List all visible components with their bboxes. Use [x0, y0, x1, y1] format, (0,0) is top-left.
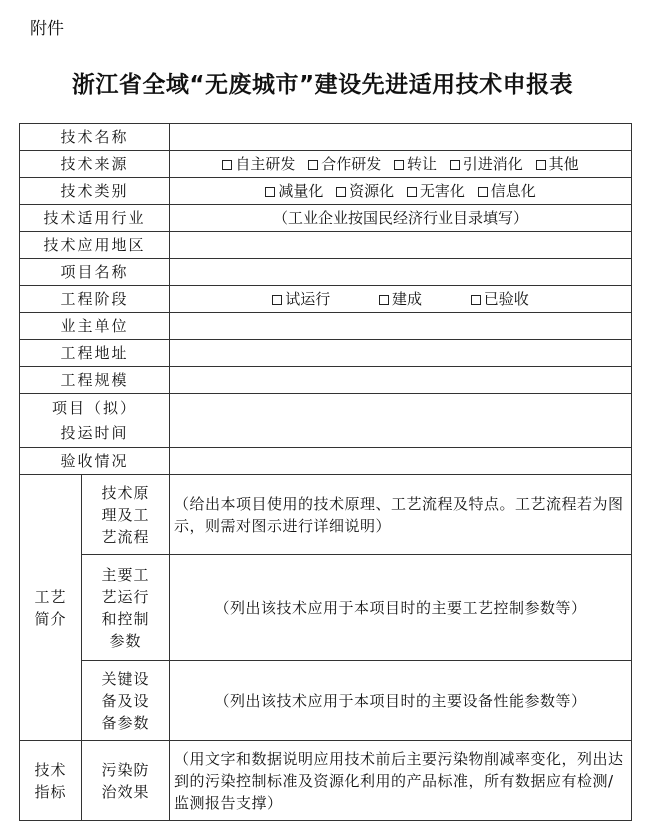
industry-note: （工业企业按国民经济行业目录填写） [273, 209, 529, 227]
checkbox-icon[interactable] [471, 295, 481, 305]
stage-options [170, 286, 632, 313]
option-self-developed[interactable]: 自主研发 [222, 155, 295, 173]
checkbox-icon[interactable] [536, 160, 546, 170]
stage-label: 工程阶段 [20, 286, 170, 313]
scale-label: 工程规模 [20, 367, 170, 394]
row-address [20, 340, 632, 367]
address-field[interactable] [170, 340, 632, 367]
principle-label: 技术原 理及工 艺流程 [82, 475, 170, 555]
form-title: 浙江省全域“无废城市”建设先进适用技术申报表 [71, 72, 574, 98]
tech-source-options [170, 151, 632, 178]
acceptance-label: 验收情况 [20, 448, 170, 475]
equipment-label: 关键设 备及设 备参数 [82, 661, 170, 741]
option-resource[interactable]: 资源化 [336, 182, 394, 200]
row-acceptance [20, 448, 632, 475]
checkbox-icon[interactable] [407, 187, 417, 197]
row-tech-category [20, 178, 632, 205]
project-name-label: 项目名称 [20, 259, 170, 286]
row-tech-source [20, 151, 632, 178]
industry-label: 技术适用行业 [20, 205, 170, 232]
address-label: 工程地址 [20, 340, 170, 367]
option-accepted[interactable]: 已验收 [471, 290, 529, 308]
attachment-label: 附件 [30, 19, 64, 39]
tech-name-field[interactable] [170, 124, 632, 151]
tech-source-label: 技术来源 [20, 151, 170, 178]
tech-name-label: 技术名称 [20, 124, 170, 151]
checkbox-icon[interactable] [450, 160, 460, 170]
industry-field[interactable] [170, 205, 632, 232]
option-harmless[interactable]: 无害化 [407, 182, 465, 200]
indicators-group-label: 技术 指标 [20, 741, 82, 821]
checkbox-icon[interactable] [272, 295, 282, 305]
row-stage [20, 286, 632, 313]
option-completed[interactable]: 建成 [379, 290, 422, 308]
acceptance-field[interactable] [170, 448, 632, 475]
region-field[interactable] [170, 232, 632, 259]
tech-category-options [170, 178, 632, 205]
option-cooperative[interactable]: 合作研发 [308, 155, 381, 173]
params-label: 主要工 艺运行 和控制 参数 [82, 555, 170, 661]
row-operation-time [20, 394, 632, 448]
checkbox-icon[interactable] [265, 187, 275, 197]
checkbox-icon[interactable] [394, 160, 404, 170]
checkbox-icon[interactable] [222, 160, 232, 170]
checkbox-icon[interactable] [379, 295, 389, 305]
equipment-field[interactable] [170, 661, 632, 741]
tech-category-label: 技术类别 [20, 178, 170, 205]
effect-note: （用文字和数据说明应用技术前后主要污染物削减率变化，列出达到的污染控制标准及资源化利用的产品标准，所有数据应有检测/监测报告支撑） [174, 749, 624, 812]
option-other[interactable]: 其他 [536, 155, 579, 173]
params-field[interactable] [170, 555, 632, 661]
owner-field[interactable] [170, 313, 632, 340]
row-process-principle [20, 475, 632, 555]
option-trial-run[interactable]: 试运行 [272, 290, 330, 308]
application-form-table [19, 123, 632, 821]
row-scale [20, 367, 632, 394]
equipment-note: （列出该技术应用于本项目时的主要设备性能参数等） [214, 691, 587, 710]
params-note: （列出该技术应用于本项目时的主要工艺控制参数等） [214, 598, 587, 617]
checkbox-icon[interactable] [478, 187, 488, 197]
owner-label: 业主单位 [20, 313, 170, 340]
row-process-params [20, 555, 632, 661]
effect-label: 污染防 治效果 [82, 741, 170, 821]
row-region [20, 232, 632, 259]
operation-time-label: 项目（拟） 投运时间 [20, 394, 170, 448]
row-indicators-effect [20, 741, 632, 821]
row-tech-name [20, 124, 632, 151]
scale-field[interactable] [170, 367, 632, 394]
option-information[interactable]: 信息化 [478, 182, 536, 200]
checkbox-icon[interactable] [308, 160, 318, 170]
row-process-equipment [20, 661, 632, 741]
operation-time-field[interactable] [170, 394, 632, 448]
option-imported[interactable]: 引进消化 [450, 155, 523, 173]
principle-field[interactable] [170, 475, 632, 555]
checkbox-icon[interactable] [336, 187, 346, 197]
option-reduction[interactable]: 减量化 [265, 182, 323, 200]
option-transfer[interactable]: 转让 [394, 155, 437, 173]
row-project-name [20, 259, 632, 286]
process-group-label: 工艺 简介 [20, 475, 82, 741]
principle-note: （给出本项目使用的技术原理、工艺流程及特点。工艺流程若为图示，则需对图示进行详细说明） [174, 494, 624, 535]
row-industry [20, 205, 632, 232]
project-name-field[interactable] [170, 259, 632, 286]
effect-field[interactable] [170, 741, 632, 821]
region-label: 技术应用地区 [20, 232, 170, 259]
row-owner [20, 313, 632, 340]
